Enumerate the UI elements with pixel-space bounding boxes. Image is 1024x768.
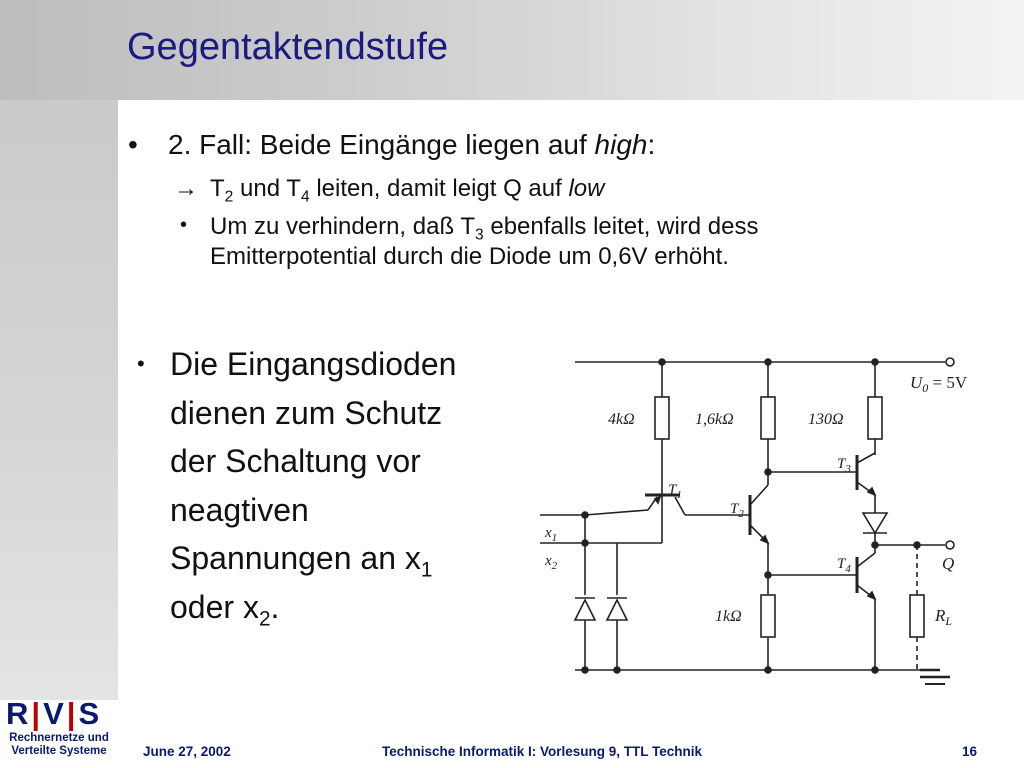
u0-terminal bbox=[946, 358, 954, 366]
bullet-input-diodes-text: Die Eingangsdioden dienen zum Schutz der Schaltung vor neagtiven Spannungen an $x_1$ oder $x_2$. bbox=[170, 346, 457, 630]
page-number: 16 bbox=[962, 744, 978, 759]
resistor-4k bbox=[655, 397, 669, 439]
x2-label: $x_2$ bbox=[545, 553, 558, 572]
resistor-4k-label: 4kΩ bbox=[608, 411, 635, 428]
logo-letters: R|V|S bbox=[6, 696, 101, 731]
arrow-icon: → bbox=[174, 175, 198, 202]
rl-label: $R_L$ bbox=[935, 606, 953, 628]
t4-label: $T_4$ bbox=[837, 556, 851, 575]
resistor-130-label: 130Ω bbox=[808, 411, 844, 428]
resistor-rl bbox=[910, 595, 924, 637]
ground-icon bbox=[920, 670, 950, 684]
resistor-1-6k-label: 1,6kΩ bbox=[695, 411, 734, 428]
slide-title: Gegentaktendstufe bbox=[127, 26, 449, 68]
logo-subtitle: Rechnernetze und Verteilte Systeme bbox=[9, 732, 109, 757]
resistor-1k bbox=[761, 595, 775, 637]
bullet-diode-t3-text: Um zu verhindern, daß $T_3$ ebenfalls leitet, wird dess Emitterpotential durch die Diode um 0,6V erhöht. bbox=[210, 213, 759, 270]
t1-label: $T_1$ bbox=[668, 482, 682, 501]
t3-label: $T_3$ bbox=[837, 456, 851, 475]
arrow-item-text: $T_2$ und $T_4$ leiten, damit leigt Q auf low bbox=[210, 175, 605, 206]
footer-title: Technische Informatik I: Vorlesung 9, TTL Technik bbox=[382, 744, 703, 759]
footer-date: June 27, 2002 bbox=[143, 744, 231, 759]
bullet-case-2-text: 2. Fall: Beide Eingänge liegen auf high: bbox=[168, 129, 656, 160]
x1-label: $x_1$ bbox=[545, 525, 558, 544]
input-diode-2 bbox=[607, 600, 627, 620]
t2-label: $T_2$ bbox=[730, 501, 744, 520]
side-band bbox=[0, 0, 118, 700]
q-label: Q bbox=[942, 554, 955, 573]
resistor-130 bbox=[868, 397, 882, 439]
bullet-dot: • bbox=[137, 351, 145, 376]
bullet-dot: • bbox=[128, 129, 138, 160]
bullet-diode-t3 bbox=[128, 212, 1008, 272]
bullet-dot: • bbox=[180, 214, 188, 236]
q-terminal bbox=[946, 541, 954, 549]
resistor-1k-label: 1kΩ bbox=[715, 608, 742, 625]
bullet-input-diodes bbox=[133, 340, 553, 631]
bullet-case-2 bbox=[128, 126, 1008, 164]
arrow-item-t2-t4 bbox=[128, 174, 1008, 204]
content-top bbox=[128, 126, 1008, 272]
resistor-1-6k bbox=[761, 397, 775, 439]
u0-label: $U_0 = 5V$ bbox=[910, 373, 968, 395]
rvs-logo bbox=[0, 696, 118, 768]
output-diode bbox=[863, 513, 887, 533]
input-diode-1 bbox=[575, 600, 595, 620]
circuit-diagram bbox=[540, 345, 1020, 695]
